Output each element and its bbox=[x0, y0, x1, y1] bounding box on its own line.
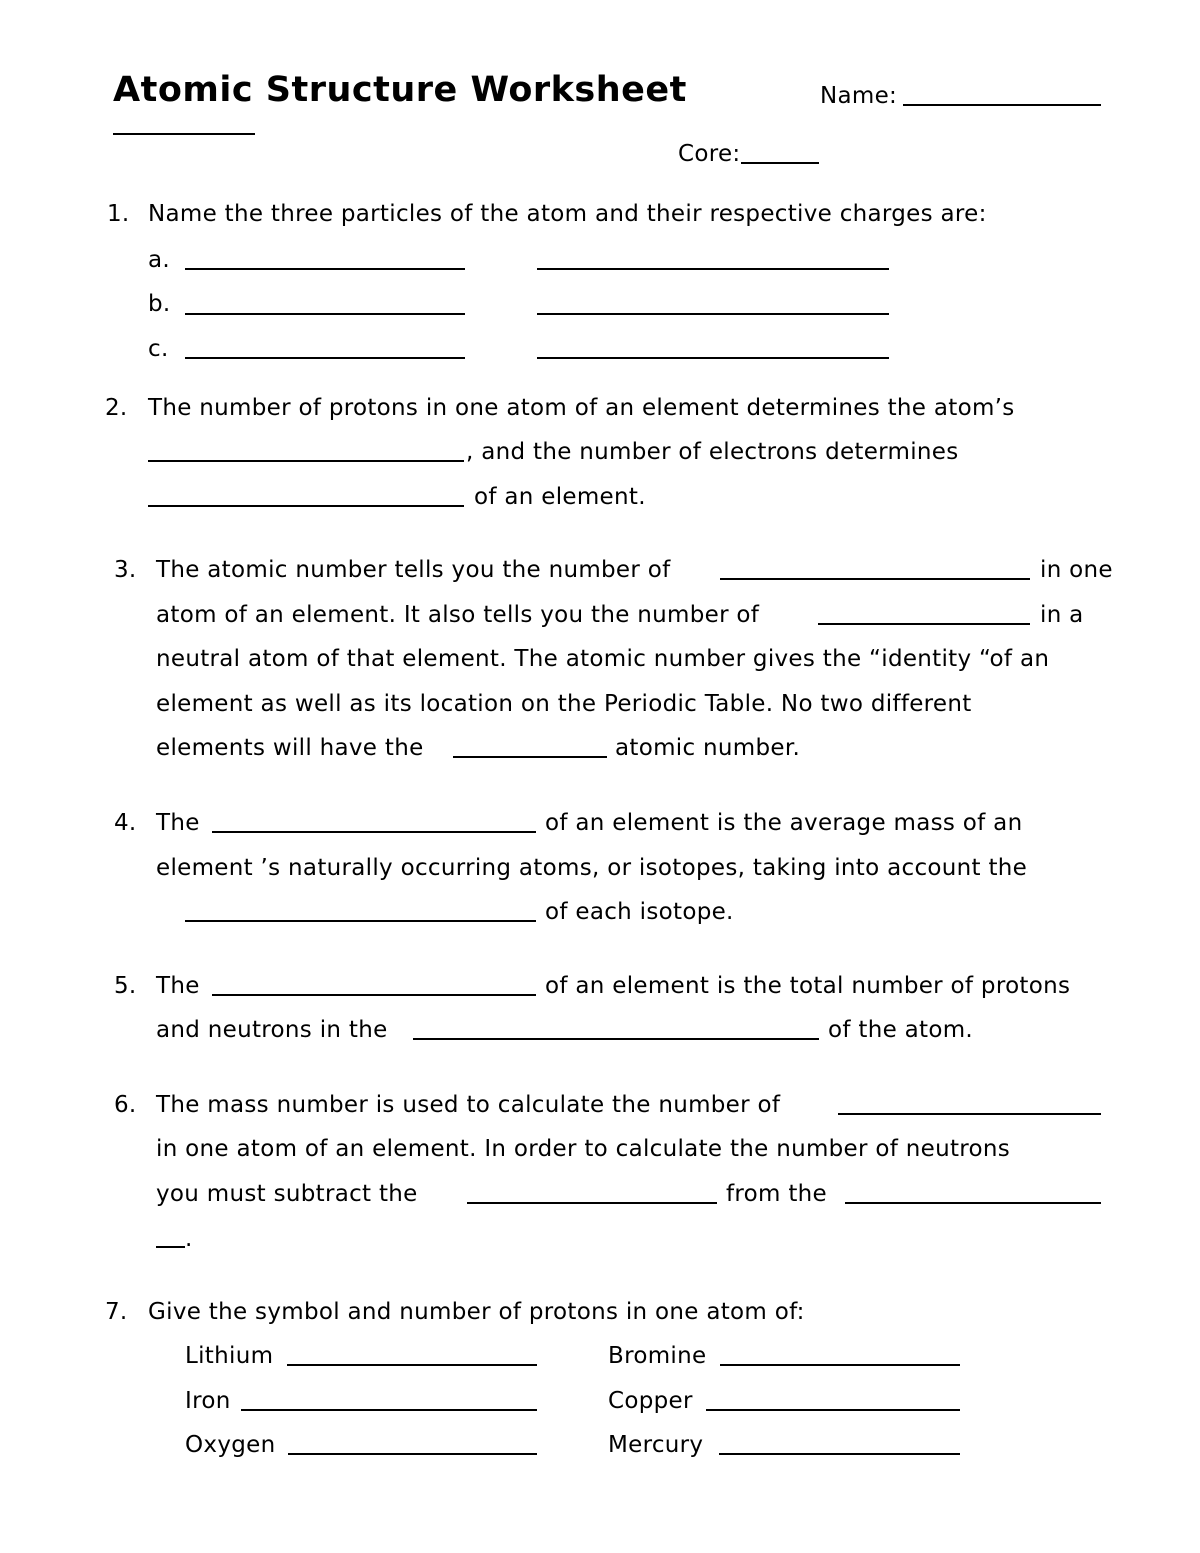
q6-line3a: you must subtract the bbox=[156, 1181, 418, 1207]
q4-blank-2[interactable] bbox=[185, 920, 536, 922]
q4-line1a: The bbox=[156, 810, 200, 836]
q7-mercury-blank[interactable] bbox=[719, 1453, 960, 1455]
core-label: Core: bbox=[678, 141, 741, 167]
q1-text: Name the three particles of the atom and their respective charges are: bbox=[148, 201, 987, 227]
q2-blank-1[interactable] bbox=[148, 460, 464, 462]
q6-blank-3-continued[interactable] bbox=[156, 1246, 185, 1248]
q7-element-bromine: Bromine bbox=[608, 1343, 707, 1369]
q7-number: 7. bbox=[105, 1299, 128, 1325]
q1-item-a-label: a. bbox=[148, 247, 171, 273]
q4-line3: of each isotope. bbox=[545, 899, 734, 925]
q5-blank-2[interactable] bbox=[413, 1038, 819, 1040]
q3-number: 3. bbox=[114, 557, 137, 583]
q6-blank-1[interactable] bbox=[838, 1113, 1101, 1115]
q3-line2b: in a bbox=[1040, 602, 1084, 628]
name-blank-continued[interactable] bbox=[113, 133, 255, 135]
q6-line1: The mass number is used to calculate the number of bbox=[156, 1092, 781, 1118]
q2-line3: of an element. bbox=[474, 484, 646, 510]
q3-line4: element as well as its location on the Periodic Table. No two different bbox=[156, 691, 972, 717]
q7-element-lithium: Lithium bbox=[185, 1343, 274, 1369]
q7-lithium-blank[interactable] bbox=[287, 1364, 537, 1366]
q3-line5b: atomic number. bbox=[615, 735, 801, 761]
q1-number: 1. bbox=[107, 201, 130, 227]
q5-line2a: and neutrons in the bbox=[156, 1017, 388, 1043]
q3-line5a: elements will have the bbox=[156, 735, 424, 761]
q1-item-c-particle-blank[interactable] bbox=[185, 357, 465, 359]
q3-line3: neutral atom of that element. The atomic number gives the “identity “of an bbox=[156, 646, 1050, 672]
q7-element-iron: Iron bbox=[185, 1388, 231, 1414]
name-label: Name: bbox=[820, 83, 898, 109]
q3-line1a: The atomic number tells you the number of bbox=[156, 557, 671, 583]
q2-blank-2[interactable] bbox=[148, 505, 464, 507]
q3-blank-2[interactable] bbox=[818, 623, 1030, 625]
q6-number: 6. bbox=[114, 1092, 137, 1118]
q5-line1b: of an element is the total number of protons bbox=[545, 973, 1071, 999]
q7-iron-blank[interactable] bbox=[241, 1409, 537, 1411]
worksheet-title: Atomic Structure Worksheet bbox=[113, 70, 687, 110]
q1-item-b-charge-blank[interactable] bbox=[537, 313, 889, 315]
name-blank[interactable] bbox=[903, 104, 1101, 106]
q3-line2a: atom of an element. It also tells you the number of bbox=[156, 602, 760, 628]
q6-blank-2[interactable] bbox=[467, 1202, 717, 1204]
q1-item-b-particle-blank[interactable] bbox=[185, 313, 465, 315]
q7-element-copper: Copper bbox=[608, 1388, 693, 1414]
q1-item-c-label: c. bbox=[148, 336, 169, 362]
q2-line2: , and the number of electrons determines bbox=[466, 439, 959, 465]
q7-element-oxygen: Oxygen bbox=[185, 1432, 276, 1458]
q3-line1b: in one bbox=[1040, 557, 1113, 583]
q7-oxygen-blank[interactable] bbox=[288, 1453, 537, 1455]
q1-item-c-charge-blank[interactable] bbox=[537, 357, 889, 359]
q6-line3b: from the bbox=[726, 1181, 827, 1207]
q7-bromine-blank[interactable] bbox=[720, 1364, 960, 1366]
q1-item-b-label: b. bbox=[148, 291, 171, 317]
q5-line1a: The bbox=[156, 973, 200, 999]
q7-element-mercury: Mercury bbox=[608, 1432, 704, 1458]
q3-blank-1[interactable] bbox=[720, 578, 1030, 580]
q2-number: 2. bbox=[105, 395, 128, 421]
q6-line4: . bbox=[185, 1226, 193, 1252]
core-blank[interactable] bbox=[741, 162, 819, 164]
q6-blank-3[interactable] bbox=[845, 1202, 1101, 1204]
q4-number: 4. bbox=[114, 810, 137, 836]
q1-item-a-particle-blank[interactable] bbox=[185, 268, 465, 270]
q2-line1: The number of protons in one atom of an element determines the atom’s bbox=[148, 395, 1015, 421]
q7-copper-blank[interactable] bbox=[706, 1409, 960, 1411]
q3-blank-3[interactable] bbox=[453, 756, 607, 758]
q5-blank-1[interactable] bbox=[212, 994, 536, 996]
q7-text: Give the symbol and number of protons in one atom of: bbox=[148, 1299, 805, 1325]
q1-item-a-charge-blank[interactable] bbox=[537, 268, 889, 270]
q6-line2: in one atom of an element. In order to calculate the number of neutrons bbox=[156, 1136, 1011, 1162]
q4-blank-1[interactable] bbox=[212, 831, 536, 833]
q4-line2: element ’s naturally occurring atoms, or isotopes, taking into account the bbox=[156, 855, 1028, 881]
q5-number: 5. bbox=[114, 973, 137, 999]
q4-line1b: of an element is the average mass of an bbox=[545, 810, 1023, 836]
q5-line2b: of the atom. bbox=[828, 1017, 974, 1043]
